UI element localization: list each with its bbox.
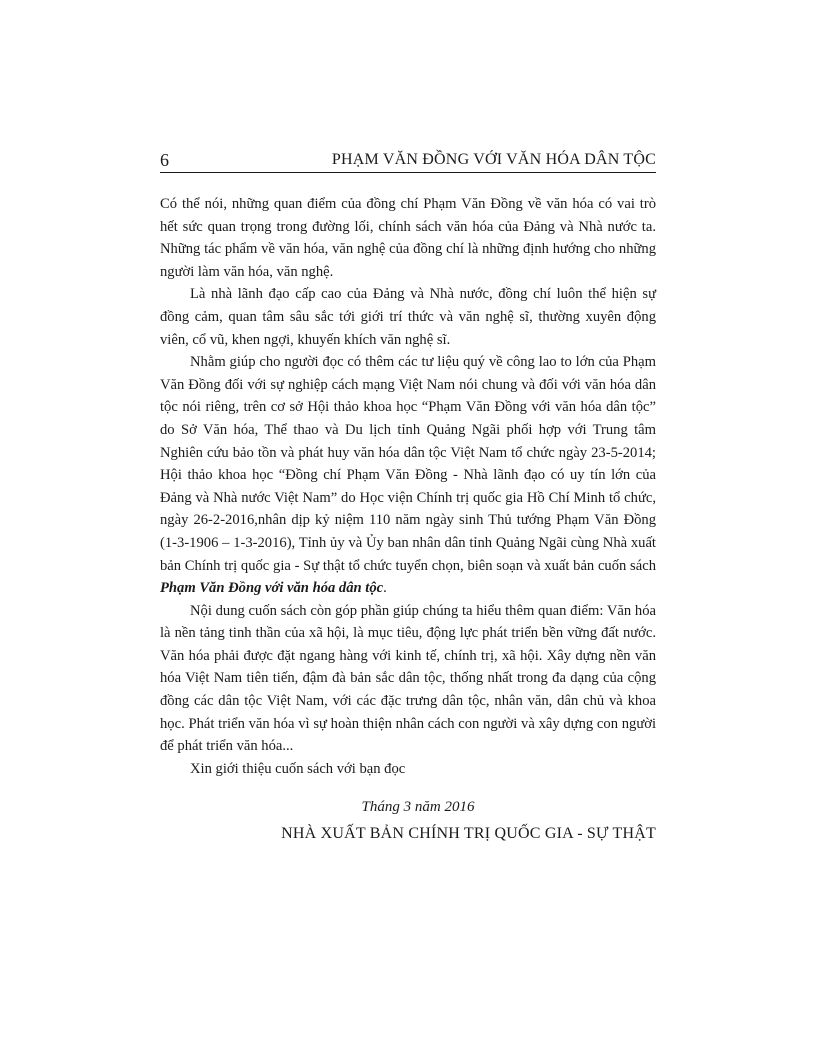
paragraph-5: Xin giới thiệu cuốn sách với bạn đọc: [190, 760, 406, 777]
date-line: Tháng 3 năm 2016: [361, 799, 475, 816]
paragraph-3-end: .: [383, 580, 387, 597]
book-page: [160, 146, 656, 846]
paragraph-2: Là nhà lãnh đạo cấp cao của Đảng và Nhà nước, đồng chí luôn thể hiện sự đồng cảm, quan tâm sâu sắc tới giới trí thức và văn nghệ sĩ, thường xuyên động viên, cổ vũ, khen ngợi, khuyến khích văn nghệ sĩ.: [160, 286, 656, 348]
publisher-signature: NHÀ XUẤT BẢN CHÍNH TRỊ QUỐC GIA - SỰ THẬT: [281, 825, 656, 843]
paragraph-4: Nội dung cuốn sách còn góp phần giúp chúng ta hiểu thêm quan điểm: Văn hóa là nền tảng tinh thần của xã hội, là mục tiêu, động lực phát triển bền vững đất nước. Văn hóa phải được đặt ngang hàng với kinh tế, chính trị, xã hội. Xây dựng nền văn hóa Việt Nam tiên tiến, đậm đà bản sắc dân tộc, thống nhất trong đa dạng của cộng đồng các dân tộc Việt Nam, với các đặc trưng dân tộc, nhân văn, dân chủ và khoa học. Phát triển văn hóa vì sự hoàn thiện nhân cách con người và xây dựng con người để phát triển văn hóa...: [160, 602, 656, 755]
paragraph-1: Có thể nói, những quan điểm của đồng chí Phạm Văn Đồng về văn hóa có vai trò hết sức quan trọng trong đường lối, chính sách văn hóa của Đảng và Nhà nước ta. Những tác phẩm về văn hóa, văn nghệ của đồng chí là những định hướng cho những người làm văn hóa, văn nghệ.: [160, 196, 656, 280]
book-title: Phạm Văn Đồng với văn hóa dân tộc: [160, 580, 384, 597]
paragraph-3-text: Nhằm giúp cho người đọc có thêm các tư liệu quý về công lao to lớn của Phạm Văn Đồng đối với sự nghiệp cách mạng Việt Nam nói chung và đối với văn hóa dân tộc nói riêng, trên cơ sở Hội thảo khoa học “Phạm Văn Đồng với văn hóa dân tộc” do Sở Văn hóa, Thể thao và Du lịch tỉnh Quảng Ngãi phối hợp với Trung tâm Nghiên cứu bảo tồn và phát huy văn hóa dân tộc Việt Nam tổ chức ngày 23-5-2014; Hội thảo khoa học “Đồng chí Phạm Văn Đồng - Nhà lãnh đạo có uy tín lớn của Đảng và Nhà nước Việt Nam” do Học viện Chính trị quốc gia Hồ Chí Minh tổ chức, ngày 26-2-2016,nhân dịp kỷ niệm 110 năm ngày sinh Thủ tướng Phạm Văn Đồng (1-3-1906 – 1-3-2016), Tỉnh ủy và Ủy ban nhân dân tỉnh Quảng Ngãi cùng Nhà xuất bản Chính trị quốc gia - Sự thật tổ chức tuyển chọn, biên soạn và xuất bản cuốn sách: [160, 354, 656, 574]
body-text: [160, 193, 656, 780]
running-header: [160, 146, 656, 173]
paragraph-3: [160, 351, 656, 600]
page-number: 6: [160, 150, 169, 170]
running-title: PHẠM VĂN ĐỒNG VỚI VĂN HÓA DÂN TỘC: [331, 151, 656, 168]
